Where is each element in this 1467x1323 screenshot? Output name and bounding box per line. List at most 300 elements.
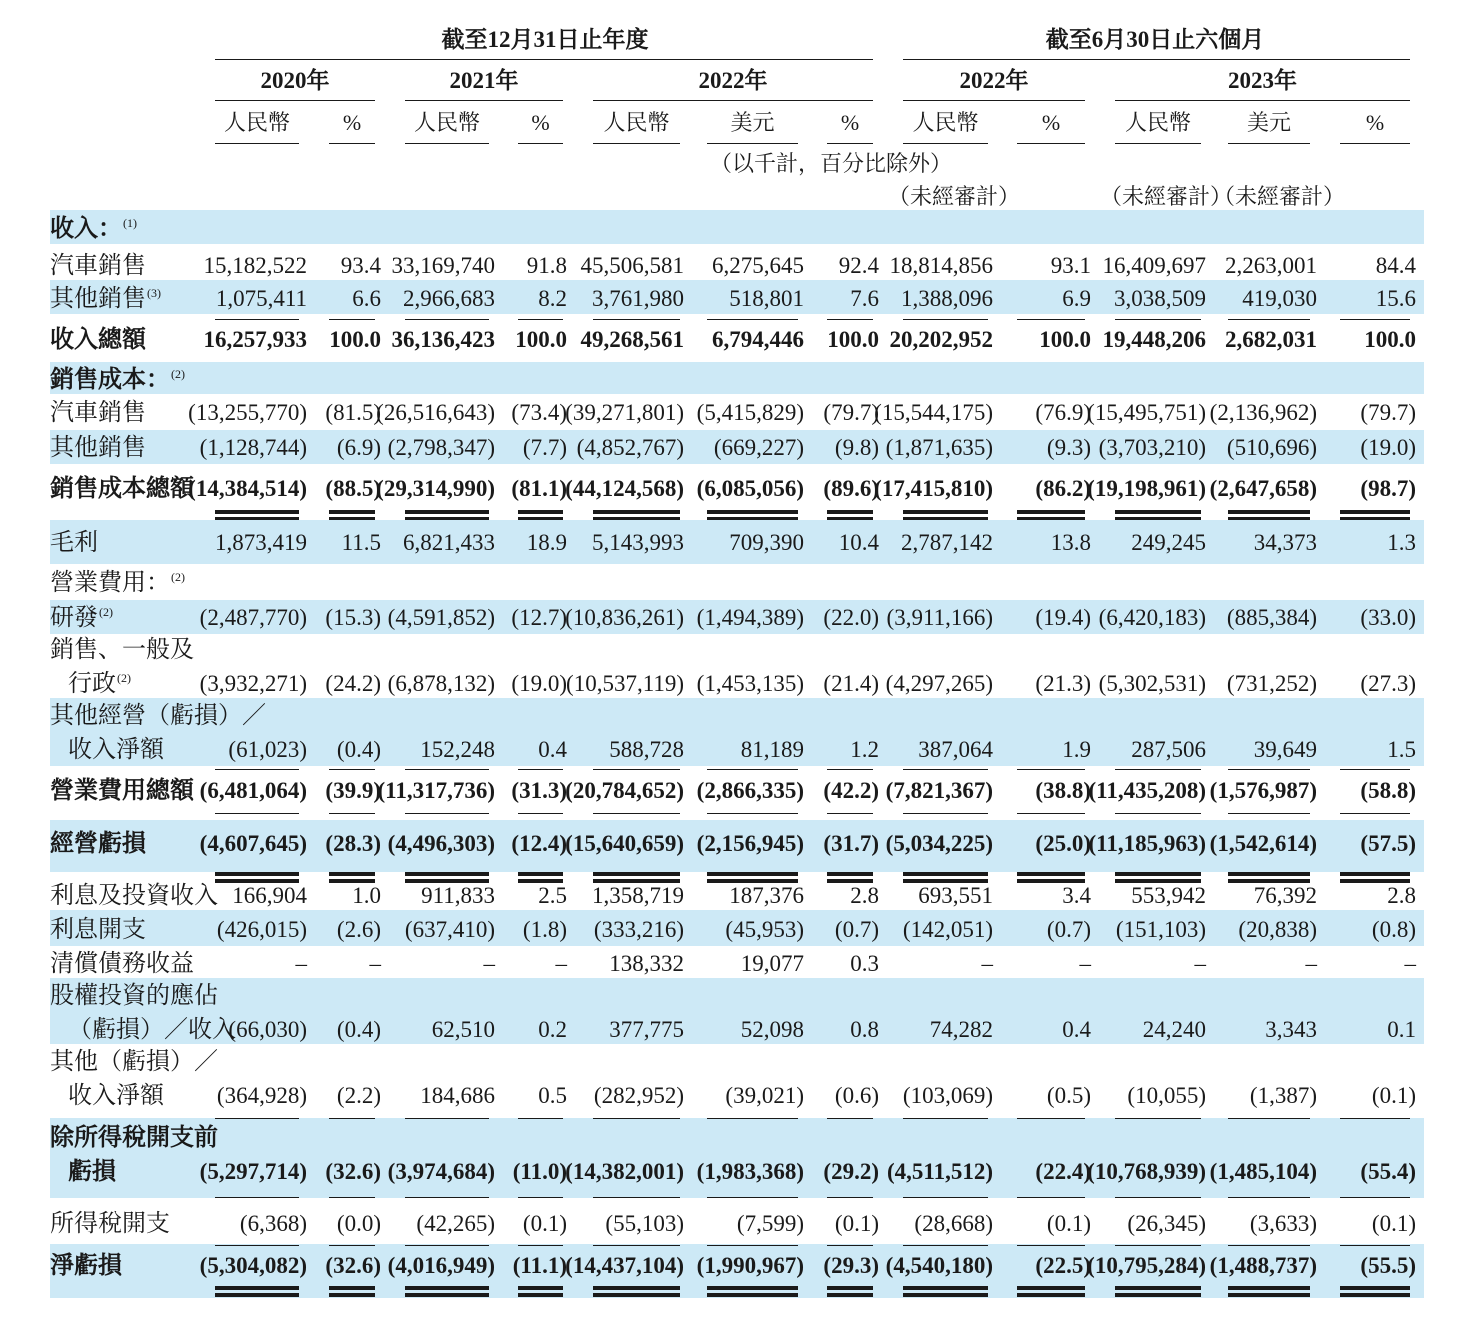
total-rule xyxy=(1115,1197,1201,1198)
table-cell: 377,775 xyxy=(609,1017,684,1042)
table-cell: (15,640,659) xyxy=(565,831,684,856)
total-rule xyxy=(707,813,798,814)
double-underline xyxy=(1017,1286,1085,1290)
table-cell: (7.7) xyxy=(522,435,567,460)
table-cell: 91.8 xyxy=(526,253,567,278)
total-rule xyxy=(405,1118,489,1119)
double-underline xyxy=(518,510,563,514)
table-cell: (333,216) xyxy=(593,917,684,942)
col-rule xyxy=(827,143,873,144)
year-2021: 2021年 xyxy=(449,68,519,93)
double-underline xyxy=(329,1293,375,1297)
double-underline xyxy=(903,1286,988,1290)
table-cell: 52,098 xyxy=(740,1017,804,1042)
table-cell: (0.1) xyxy=(1046,1211,1091,1236)
col-rule xyxy=(1228,143,1310,144)
table-cell: (0.1) xyxy=(522,1211,567,1236)
table-cell: 13.8 xyxy=(1050,530,1091,555)
table-cell: 7.6 xyxy=(850,286,879,311)
table-cell: – xyxy=(295,951,307,976)
row-label-text: 其他經營（虧損）／ xyxy=(50,703,266,729)
total-rule xyxy=(1340,517,1410,518)
total-rule xyxy=(593,769,680,770)
double-underline xyxy=(707,872,798,876)
table-cell: (32.6) xyxy=(325,1159,381,1184)
row-label xyxy=(50,1050,218,1074)
table-cell: 2.8 xyxy=(850,883,879,908)
table-cell: (28.3) xyxy=(325,831,381,856)
table-cell: (44,124,568) xyxy=(565,476,684,501)
table-cell: (15,495,751) xyxy=(1087,400,1206,425)
table-cell: 518,801 xyxy=(729,286,804,311)
table-cell: (1.8) xyxy=(522,917,567,942)
table-cell: (11,185,963) xyxy=(1088,831,1206,856)
table-cell: (7,599) xyxy=(736,1211,804,1236)
table-cell: (5,304,082) xyxy=(199,1253,307,1278)
table-cell: 1,075,411 xyxy=(215,286,307,311)
table-cell: (55.4) xyxy=(1360,1159,1416,1184)
table-cell: (0.7) xyxy=(834,917,879,942)
row-label xyxy=(50,571,185,595)
table-cell: 0.8 xyxy=(850,1017,879,1042)
double-underline xyxy=(1228,872,1310,876)
row-label-text: 營業費用總額 xyxy=(50,778,194,804)
col-rule xyxy=(1017,143,1085,144)
table-cell: 19,448,206 xyxy=(1102,327,1206,352)
total-rule xyxy=(329,1245,375,1246)
unaudited-2022-rmb: （未經審計） xyxy=(888,184,1021,209)
col-rule xyxy=(1340,143,1410,144)
total-rule xyxy=(707,769,798,770)
table-cell: (42.2) xyxy=(823,778,879,803)
year-rule xyxy=(593,100,873,101)
total-rule xyxy=(518,517,563,518)
table-cell: (1,983,368) xyxy=(696,1159,804,1184)
row-label-continued xyxy=(68,672,131,696)
table-cell: 184,686 xyxy=(420,1083,495,1108)
row-label xyxy=(50,638,194,662)
table-cell: (28,668) xyxy=(914,1211,993,1236)
table-cell: (3,633) xyxy=(1249,1211,1317,1236)
table-cell: 187,376 xyxy=(729,883,804,908)
table-cell: (2.2) xyxy=(336,1083,381,1108)
table-cell: – xyxy=(555,951,567,976)
row-label xyxy=(50,436,146,460)
header-annual-period: 截至12月31日止年度 xyxy=(441,27,649,52)
table-cell: 74,282 xyxy=(929,1017,993,1042)
table-cell: 5,143,993 xyxy=(592,530,684,555)
table-cell: (73.4) xyxy=(511,400,567,425)
table-cell: (55,103) xyxy=(605,1211,684,1236)
table-cell: 100.0 xyxy=(515,327,567,352)
total-rule xyxy=(903,813,988,814)
table-cell: 3.4 xyxy=(1062,883,1091,908)
double-underline xyxy=(1228,1293,1310,1297)
year-2020: 2020年 xyxy=(260,68,330,93)
total-rule xyxy=(329,1197,375,1198)
total-rule xyxy=(329,319,375,320)
table-cell: (79.7) xyxy=(823,400,879,425)
table-cell: (4,016,949) xyxy=(387,1253,495,1278)
row-label-continued xyxy=(68,1084,164,1108)
table-cell: (2,487,770) xyxy=(199,605,307,630)
total-rule xyxy=(518,1197,563,1198)
table-cell: 1,388,096 xyxy=(901,286,993,311)
table-cell: (6,368) xyxy=(239,1211,307,1236)
table-cell: 2,787,142 xyxy=(901,530,993,555)
table-cell: (103,069) xyxy=(902,1083,993,1108)
total-rule xyxy=(518,813,563,814)
table-cell: (3,703,210) xyxy=(1098,435,1206,460)
total-rule xyxy=(903,319,988,320)
table-cell: (1,494,389) xyxy=(696,605,804,630)
row-label-text: 研發 xyxy=(50,605,98,631)
double-underline xyxy=(903,1293,988,1297)
total-rule xyxy=(707,517,798,518)
table-cell: (4,496,303) xyxy=(387,831,495,856)
row-label-text: 銷售成本： xyxy=(50,367,170,393)
table-cell: (5,034,225) xyxy=(885,831,993,856)
col-pct: % xyxy=(1365,110,1385,135)
table-cell: (7,821,367) xyxy=(885,778,993,803)
table-cell: (6,481,064) xyxy=(199,778,307,803)
row-label-text: 收入： xyxy=(50,216,122,242)
row-label-text: 毛利 xyxy=(50,530,98,556)
col-rmb: 人民幣 xyxy=(223,110,290,135)
table-cell: 1.3 xyxy=(1387,530,1416,555)
col-pct: % xyxy=(531,110,550,135)
table-cell: 2,682,031 xyxy=(1225,327,1317,352)
table-cell: (39,271,801) xyxy=(565,400,684,425)
double-underline xyxy=(518,1286,563,1290)
double-underline xyxy=(215,872,299,876)
total-rule xyxy=(329,769,375,770)
double-underline xyxy=(405,1293,489,1297)
table-cell: (1,128,744) xyxy=(199,435,307,460)
double-underline xyxy=(827,1293,873,1297)
total-rule xyxy=(1340,1118,1410,1119)
table-cell: (31.3) xyxy=(511,778,567,803)
table-cell: (32.6) xyxy=(325,1253,381,1278)
table-cell: (20,784,652) xyxy=(565,778,684,803)
total-rule xyxy=(405,319,489,320)
table-cell: 3,343 xyxy=(1265,1017,1317,1042)
table-cell: (29.3) xyxy=(823,1253,879,1278)
total-rule xyxy=(903,517,988,518)
col-rule xyxy=(518,143,563,144)
table-cell: (17,415,810) xyxy=(874,476,993,501)
footnote-marker: (2) xyxy=(171,367,185,381)
total-rule xyxy=(215,769,299,770)
double-underline xyxy=(1340,872,1410,876)
table-cell: 11.5 xyxy=(341,530,381,555)
table-cell: (3,911,166) xyxy=(886,605,993,630)
table-cell: (14,382,001) xyxy=(565,1159,684,1184)
footnote-marker: (2) xyxy=(99,605,113,619)
table-cell: (19,198,961) xyxy=(1087,476,1206,501)
double-underline xyxy=(215,1293,299,1297)
table-cell: (39.9) xyxy=(325,778,381,803)
table-cell: (4,852,767) xyxy=(576,435,684,460)
table-cell: 62,510 xyxy=(431,1017,495,1042)
year-2023: 2023年 xyxy=(1228,68,1297,93)
table-cell: (885,384) xyxy=(1226,605,1317,630)
table-cell: (510,696) xyxy=(1226,435,1317,460)
double-underline xyxy=(1017,510,1085,514)
table-cell: (0.1) xyxy=(1371,1083,1416,1108)
table-cell: (21.3) xyxy=(1035,671,1091,696)
table-cell: (25.0) xyxy=(1035,831,1091,856)
total-rule xyxy=(215,813,299,814)
table-cell: (12.7) xyxy=(511,605,567,630)
table-cell: (0.4) xyxy=(336,737,381,762)
total-rule xyxy=(405,769,489,770)
total-rule xyxy=(1017,813,1085,814)
table-cell: (2,866,335) xyxy=(696,778,804,803)
table-cell: 2.5 xyxy=(538,883,567,908)
table-cell: (0.1) xyxy=(1371,1211,1416,1236)
total-rule xyxy=(593,319,680,320)
footnote-marker: (1) xyxy=(123,216,137,230)
total-rule xyxy=(593,813,680,814)
col-rmb: 人民幣 xyxy=(1124,110,1191,135)
row-label-text: 收入總額 xyxy=(50,327,146,353)
total-rule xyxy=(707,1245,798,1246)
double-underline xyxy=(518,872,563,876)
table-cell: (151,103) xyxy=(1115,917,1206,942)
total-rule xyxy=(593,1118,680,1119)
table-cell: (0.7) xyxy=(1046,917,1091,942)
total-rule xyxy=(1115,1118,1201,1119)
double-underline xyxy=(329,510,375,514)
table-cell: (3,974,684) xyxy=(387,1159,495,1184)
total-rule xyxy=(903,769,988,770)
table-cell: (1,485,104) xyxy=(1209,1159,1317,1184)
table-cell: (1,387) xyxy=(1249,1083,1317,1108)
double-underline xyxy=(1115,872,1201,876)
row-label-text: 營業費用： xyxy=(50,570,170,596)
table-cell: 387,064 xyxy=(918,737,993,762)
total-rule xyxy=(903,1245,988,1246)
double-underline xyxy=(1228,1286,1310,1290)
table-cell: (31.7) xyxy=(823,831,879,856)
table-cell: (731,252) xyxy=(1226,671,1317,696)
table-cell: (39,021) xyxy=(725,1083,804,1108)
double-underline xyxy=(405,510,489,514)
table-cell: 16,257,933 xyxy=(203,327,307,352)
total-rule xyxy=(1017,319,1085,320)
double-underline xyxy=(593,1293,680,1297)
table-cell: (81.1) xyxy=(511,476,567,501)
table-cell: 100.0 xyxy=(1364,327,1416,352)
table-cell: (0.5) xyxy=(1046,1083,1091,1108)
table-cell: 1,358,719 xyxy=(592,883,684,908)
total-rule xyxy=(405,517,489,518)
row-label xyxy=(50,217,137,241)
row-label xyxy=(50,401,146,425)
col-rmb: 人民幣 xyxy=(603,110,670,135)
table-cell: (9.3) xyxy=(1046,435,1091,460)
table-cell: 2.8 xyxy=(1387,883,1416,908)
table-cell: (45,953) xyxy=(725,917,804,942)
double-underline xyxy=(1340,1293,1410,1297)
col-rule xyxy=(405,143,489,144)
table-cell: (0.8) xyxy=(1371,917,1416,942)
header-rule-interim xyxy=(903,59,1410,60)
table-cell: 6,275,645 xyxy=(712,253,804,278)
table-cell: (1,576,987) xyxy=(1209,778,1317,803)
row-label-text: 收入淨額 xyxy=(68,737,164,763)
total-rule xyxy=(593,517,680,518)
table-cell: (669,227) xyxy=(713,435,804,460)
year-2022-interim: 2022年 xyxy=(959,68,1029,93)
row-label-continued xyxy=(68,1160,116,1184)
double-underline xyxy=(329,1286,375,1290)
table-cell: (22.0) xyxy=(823,605,879,630)
table-cell: (21.4) xyxy=(823,671,879,696)
row-highlight-band xyxy=(50,1118,1424,1198)
total-rule xyxy=(1115,517,1201,518)
table-cell: (38.8) xyxy=(1035,778,1091,803)
table-cell: (76.9) xyxy=(1035,400,1091,425)
table-cell: (19.0) xyxy=(1360,435,1416,460)
year-rule xyxy=(405,100,563,101)
double-underline xyxy=(1017,1293,1085,1297)
table-cell: (3,932,271) xyxy=(199,671,307,696)
table-cell: (29,314,990) xyxy=(376,476,495,501)
row-label xyxy=(50,832,146,856)
table-cell: 0.4 xyxy=(1062,1017,1091,1042)
col-rmb: 人民幣 xyxy=(912,110,979,135)
table-cell: 93.4 xyxy=(340,253,381,278)
table-cell: (10,768,939) xyxy=(1087,1159,1206,1184)
total-rule xyxy=(1017,517,1085,518)
table-cell: 20,202,952 xyxy=(889,327,993,352)
row-label xyxy=(50,1126,218,1150)
row-label xyxy=(50,1254,122,1278)
double-underline xyxy=(1228,510,1310,514)
table-cell: (1,871,635) xyxy=(885,435,993,460)
double-underline xyxy=(329,872,375,876)
row-label-text: 清償債務收益 xyxy=(50,951,194,977)
row-label-continued xyxy=(68,738,164,762)
total-rule xyxy=(215,1245,299,1246)
table-cell: 45,506,581 xyxy=(580,253,684,278)
table-cell: (11.0) xyxy=(512,1159,567,1184)
table-cell: (10,836,261) xyxy=(565,605,684,630)
total-rule xyxy=(903,1118,988,1119)
total-rule xyxy=(1017,1245,1085,1246)
total-rule xyxy=(707,1118,798,1119)
total-rule xyxy=(1228,517,1310,518)
table-cell: (0.1) xyxy=(834,1211,879,1236)
row-label xyxy=(50,287,161,311)
table-cell: (42,265) xyxy=(416,1211,495,1236)
table-cell: 911,833 xyxy=(421,883,495,908)
total-rule xyxy=(405,1245,489,1246)
table-cell: (6.9) xyxy=(336,435,381,460)
table-cell: (61,023) xyxy=(228,737,307,762)
table-cell: 249,245 xyxy=(1131,530,1206,555)
total-rule xyxy=(215,1197,299,1198)
table-cell: 39,649 xyxy=(1253,737,1317,762)
double-underline xyxy=(405,1286,489,1290)
total-rule xyxy=(1017,1118,1085,1119)
table-cell: (15,544,175) xyxy=(874,400,993,425)
table-cell: (10,055) xyxy=(1127,1083,1206,1108)
table-cell: 81,189 xyxy=(740,737,804,762)
total-rule xyxy=(1228,1118,1310,1119)
table-cell: 49,268,561 xyxy=(580,327,684,352)
total-rule xyxy=(1228,769,1310,770)
row-label-text: 淨虧損 xyxy=(50,1253,122,1279)
table-cell: (1,990,967) xyxy=(696,1253,804,1278)
total-rule xyxy=(827,1197,873,1198)
total-rule xyxy=(1228,1197,1310,1198)
table-cell: 2,263,001 xyxy=(1225,253,1317,278)
double-underline xyxy=(707,510,798,514)
table-cell: 1,873,419 xyxy=(215,530,307,555)
table-cell: 34,373 xyxy=(1253,530,1317,555)
row-label-text: 股權投資的應佔 xyxy=(50,983,218,1009)
total-rule xyxy=(1340,813,1410,814)
table-cell: 3,038,509 xyxy=(1114,286,1206,311)
table-cell: 6.6 xyxy=(352,286,381,311)
table-cell: (2,136,962) xyxy=(1209,400,1317,425)
total-rule xyxy=(707,1197,798,1198)
table-cell: 709,390 xyxy=(729,530,804,555)
table-cell: (15.3) xyxy=(325,605,381,630)
row-label-text: 所得稅開支 xyxy=(50,1211,170,1237)
row-label-text: 行政 xyxy=(68,671,116,697)
table-cell: (6,085,056) xyxy=(696,476,804,501)
row-label xyxy=(50,704,266,728)
table-cell: 1.5 xyxy=(1387,737,1416,762)
unaudited-2023-rmb: （未經審計） xyxy=(1100,184,1233,209)
row-label-text: （虧損）／收入 xyxy=(68,1017,236,1043)
table-cell: (11.1) xyxy=(512,1253,567,1278)
row-label xyxy=(50,531,98,555)
table-cell: (58.8) xyxy=(1360,778,1416,803)
total-rule xyxy=(215,319,299,320)
table-cell: (26,345) xyxy=(1127,1211,1206,1236)
total-rule xyxy=(1115,319,1201,320)
row-label-text: 銷售、一般及 xyxy=(50,637,194,663)
table-cell: 100.0 xyxy=(1039,327,1091,352)
table-cell: (142,051) xyxy=(902,917,993,942)
col-rmb: 人民幣 xyxy=(413,110,480,135)
col-pct: % xyxy=(342,110,362,135)
table-cell: (89.6) xyxy=(823,476,879,501)
table-cell: (0.0) xyxy=(336,1211,381,1236)
table-cell: 19,077 xyxy=(740,951,804,976)
table-cell: (86.2) xyxy=(1035,476,1091,501)
total-rule xyxy=(1228,1245,1310,1246)
total-rule xyxy=(1017,1197,1085,1198)
unaudited-2023-usd: （未經審計） xyxy=(1213,184,1346,209)
table-cell: (10,537,119) xyxy=(566,671,684,696)
total-rule xyxy=(405,1197,489,1198)
total-rule xyxy=(1228,813,1310,814)
total-rule xyxy=(215,1118,299,1119)
total-rule xyxy=(215,517,299,518)
total-rule xyxy=(1115,769,1201,770)
table-cell: (14,384,514) xyxy=(188,476,307,501)
total-rule xyxy=(827,1118,873,1119)
table-cell: 1.0 xyxy=(352,883,381,908)
total-rule xyxy=(1340,769,1410,770)
table-cell: 6,794,446 xyxy=(712,327,804,352)
